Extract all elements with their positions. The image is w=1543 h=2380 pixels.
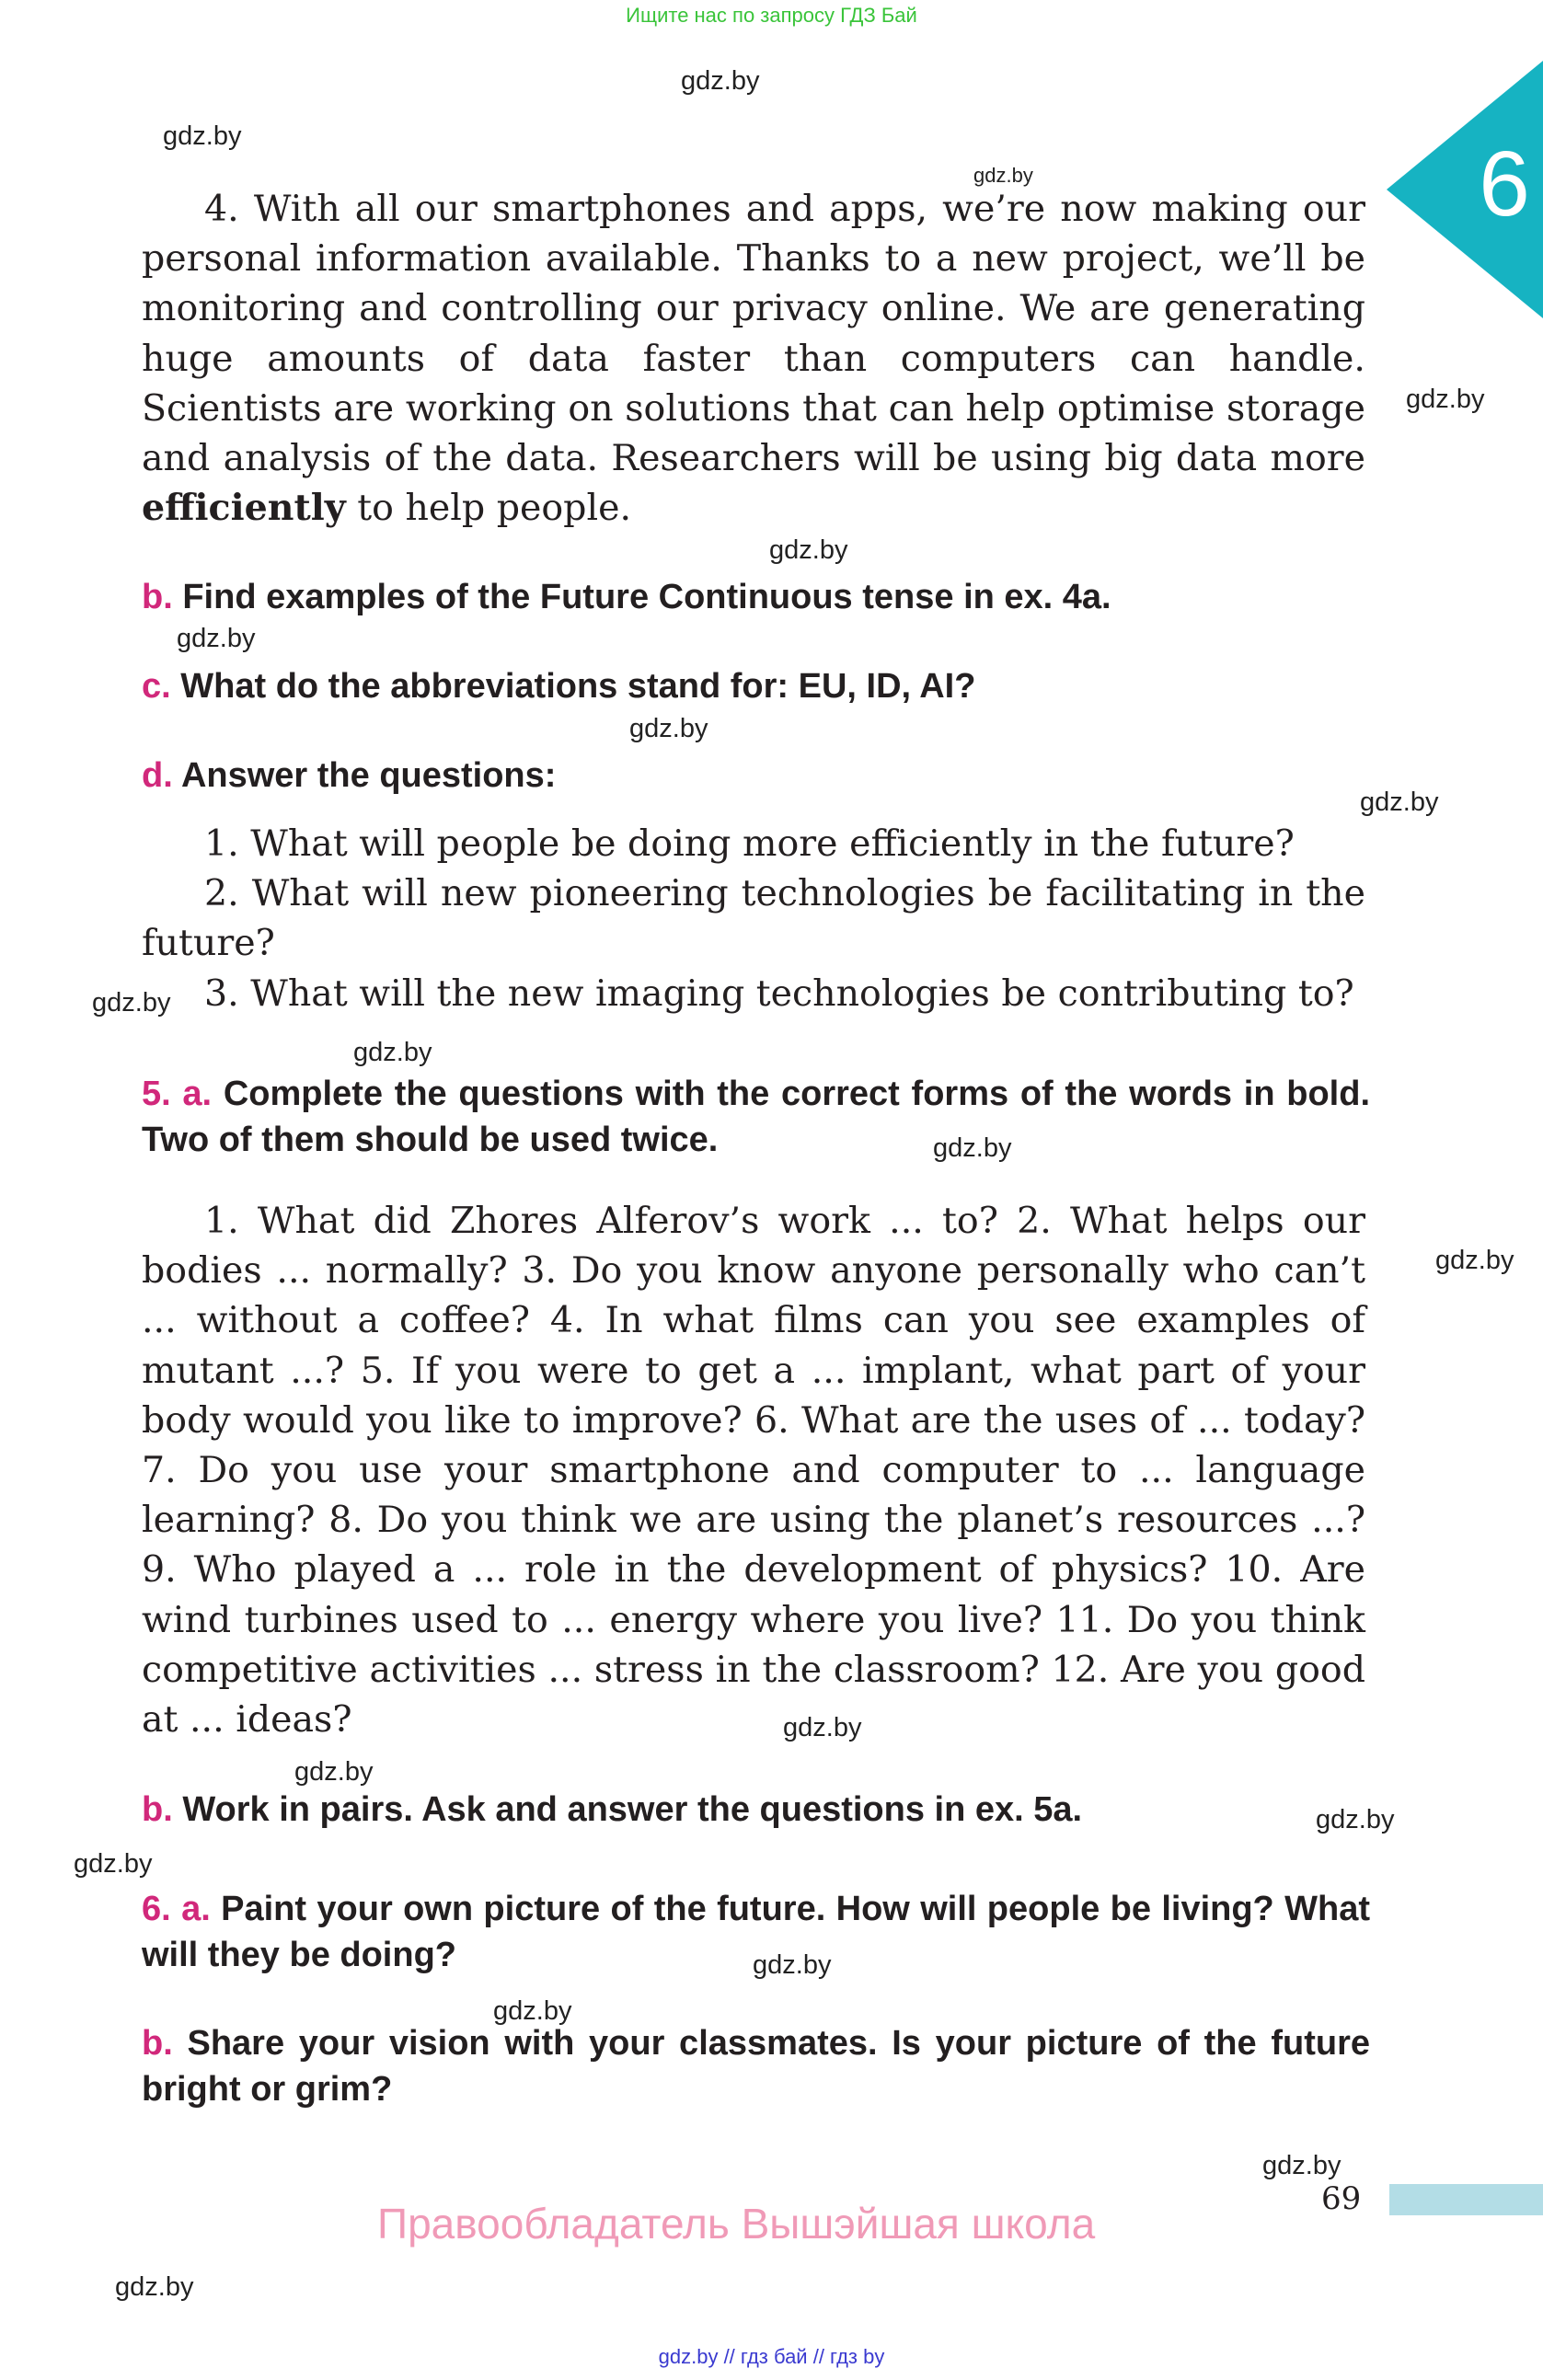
questions-d-list	[142, 819, 1365, 1018]
task-letter: b.	[142, 578, 173, 616]
footer-links: gdz.by // гдз бай // гдз by	[658, 2345, 885, 2368]
task-letter: c.	[142, 667, 171, 706]
watermark: gdz.by	[74, 1849, 153, 1879]
task-text: Paint your own picture of the future. How will people be living? What will they be doing?	[142, 1890, 1370, 1974]
task-6b	[142, 2020, 1370, 2112]
watermark: gdz.by	[92, 988, 171, 1018]
chapter-tab	[1387, 61, 1543, 318]
questions-5a	[142, 1196, 1365, 1744]
questions-5a-text: 1. What did Zhores Alferov’s work ... to? 2. What helps our bodies ... normally? 3. Do you know anyone personally who can’t ... without a coffee? 4. In what films can you see examples of mutant ...? 5. If you were to get a ... implant, what part of your body would you like to improve? 6. What are the uses of ... today? 7. Do you use your smartphone and computer to ... language learning? 8. Do you think we are using the planet’s resources ...? 9. Who played a ... role in the development of physics? 10. Are wind turbines used to ... energy where you live? 11. Do you think competitive activities ... stress in the classroom? 12. Are you good at ... ideas?	[142, 1200, 1365, 1742]
watermark: gdz.by	[177, 624, 256, 653]
task-6a	[142, 1886, 1370, 1978]
paragraph-4	[142, 184, 1365, 533]
task-4c	[142, 663, 1370, 709]
page-number: 69	[1321, 2180, 1362, 2217]
watermark: gdz.by	[933, 1133, 1012, 1163]
task-5a	[142, 1071, 1370, 1163]
watermark: gdz.by	[1262, 2151, 1341, 2180]
task-letter: b.	[142, 1790, 173, 1829]
rights-holder: Правообладатель Вышэйшая школа	[377, 2200, 1096, 2248]
paragraph-4-text-b: to help people.	[345, 487, 632, 530]
task-5b	[142, 1787, 1370, 1833]
watermark: gdz.by	[769, 535, 848, 565]
task-letter: d.	[142, 756, 173, 795]
watermark: gdz.by	[294, 1757, 374, 1787]
task-text: Share your vision with your classmates. Is your picture of the future bright or grim?	[142, 2024, 1370, 2109]
page-bar	[1389, 2184, 1543, 2215]
task-number: 6.	[142, 1890, 171, 1928]
task-letter: a.	[181, 1890, 211, 1928]
watermark: gdz.by	[973, 164, 1033, 187]
watermark: gdz.by	[115, 2272, 194, 2302]
question-item: 1. What will people be doing more efficiently in the future?	[204, 822, 1295, 865]
watermark: gdz.by	[681, 66, 760, 96]
watermark: gdz.by	[353, 1038, 432, 1067]
task-4d	[142, 753, 1370, 799]
task-number: 5.	[142, 1075, 171, 1113]
watermark: gdz.by	[1406, 385, 1485, 414]
watermark: gdz.by	[1316, 1805, 1395, 1834]
watermark: gdz.by	[629, 714, 708, 743]
top-search-text: Ищите нас по запросу ГДЗ Бай	[626, 4, 917, 27]
task-letter: a.	[182, 1075, 213, 1113]
question-item: 2. What will new pioneering technologies be facilitating in the future?	[142, 872, 1365, 965]
task-text: Complete the questions with the correct forms of the words in bold. Two of them should be used twice.	[142, 1075, 1370, 1159]
watermark: gdz.by	[493, 1996, 572, 2026]
watermark: gdz.by	[753, 1950, 832, 1980]
watermark: gdz.by	[1435, 1246, 1514, 1275]
task-text: Find examples of the Future Continuous tense in ex. 4a.	[182, 578, 1111, 616]
watermark: gdz.by	[783, 1713, 862, 1742]
task-4b	[142, 574, 1370, 620]
task-text: Work in pairs. Ask and answer the questions in ex. 5a.	[182, 1790, 1083, 1829]
watermark: gdz.by	[1360, 788, 1439, 817]
chapter-number: 6	[1479, 132, 1530, 236]
watermark: gdz.by	[163, 121, 242, 151]
task-text: What do the abbreviations stand for: EU, ID, AI?	[180, 667, 976, 706]
paragraph-4-bold-word: efficiently	[142, 487, 346, 530]
paragraph-4-text-a: 4. With all our smartphones and apps, we’re now making our personal information available. Thanks to a new project, we’ll be monitoring and controlling our privacy online. We are generating huge amounts of data faster than computers can handle. Scientists are working on solutions that can help optimise storage and analysis of the data. Researchers will be using big data more	[142, 188, 1365, 480]
task-text: Answer the questions:	[180, 756, 557, 795]
task-letter: b.	[142, 2024, 173, 2063]
question-item: 3. What will the new imaging technologies be contributing to?	[204, 972, 1354, 1015]
